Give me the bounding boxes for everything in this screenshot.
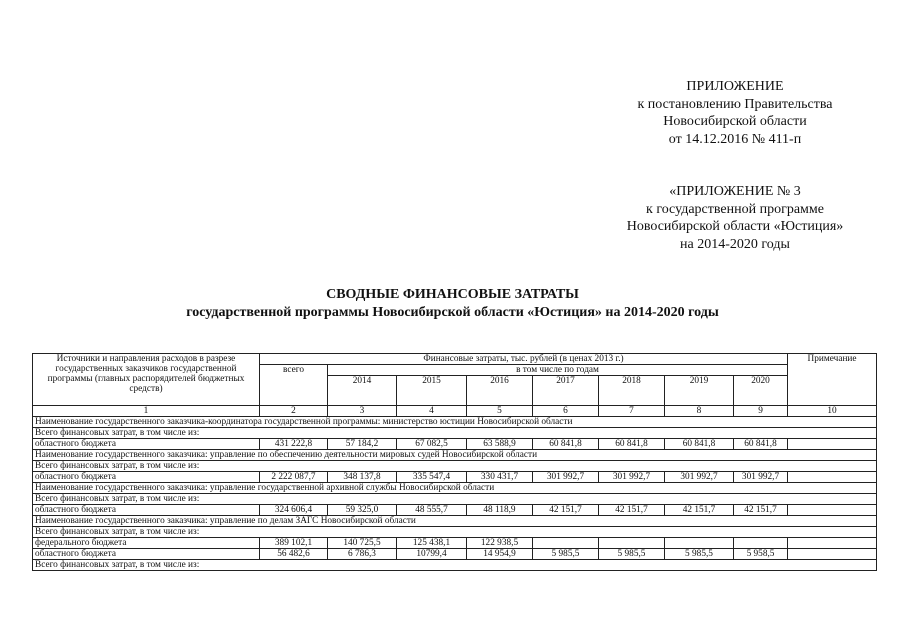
customer-name-row: Наименование государственного заказчика-координатора государственной программы: министерство юстиции Новосибирской области bbox=[33, 417, 877, 428]
amount-cell: 67 082,5 bbox=[397, 439, 467, 450]
header-year: 2015 bbox=[397, 376, 467, 406]
budget-source-label: областного бюджета bbox=[33, 472, 260, 483]
header-year: 2020 bbox=[734, 376, 788, 406]
note-cell bbox=[788, 505, 877, 516]
amount-cell: 60 841,8 bbox=[665, 439, 734, 450]
header-year: 2017 bbox=[533, 376, 599, 406]
amount-cell: 5 958,5 bbox=[734, 549, 788, 560]
amount-cell: 335 547,4 bbox=[397, 472, 467, 483]
column-number: 5 bbox=[467, 406, 533, 417]
header-total: всего bbox=[260, 365, 328, 406]
amount-cell: 431 222,8 bbox=[260, 439, 328, 450]
amount-cell: 10799,4 bbox=[397, 549, 467, 560]
table-row bbox=[33, 461, 877, 472]
table-row bbox=[33, 483, 877, 494]
total-label-row: Всего финансовых затрат, в том числе из: bbox=[33, 560, 877, 571]
document-subtitle: государственной программы Новосибирской области «Юстиция» на 2014-2020 годы bbox=[186, 305, 719, 320]
column-number: 6 bbox=[533, 406, 599, 417]
note-cell bbox=[788, 439, 877, 450]
amount-cell: 140 725,5 bbox=[328, 538, 397, 549]
table-row bbox=[33, 505, 877, 516]
column-number: 4 bbox=[397, 406, 467, 417]
amount-cell: 42 151,7 bbox=[599, 505, 665, 516]
budget-source-label: областного бюджета bbox=[33, 505, 260, 516]
header-note: Примечание bbox=[788, 354, 877, 406]
amount-cell: 60 841,8 bbox=[734, 439, 788, 450]
column-number: 3 bbox=[328, 406, 397, 417]
amount-cell: 5 985,5 bbox=[533, 549, 599, 560]
column-number: 7 bbox=[599, 406, 665, 417]
amount-cell: 48 118,9 bbox=[467, 505, 533, 516]
budget-source-label: областного бюджета bbox=[33, 549, 260, 560]
amount-cell: 5 985,5 bbox=[599, 549, 665, 560]
table-row bbox=[33, 538, 877, 549]
header-year: 2019 bbox=[665, 376, 734, 406]
appendix-line: «ПРИЛОЖЕНИЕ № 3 bbox=[669, 184, 801, 199]
amount-cell: 301 992,7 bbox=[533, 472, 599, 483]
appendix-stamp bbox=[560, 183, 905, 253]
document-title: СВОДНЫЕ ФИНАНСОВЫЕ ЗАТРАТЫ bbox=[326, 287, 579, 302]
amount-cell bbox=[533, 538, 599, 549]
approval-line: к постановлению Правительства bbox=[637, 96, 833, 112]
table-row bbox=[33, 428, 877, 439]
amount-cell bbox=[599, 538, 665, 549]
amount-cell: 301 992,7 bbox=[734, 472, 788, 483]
amount-cell: 6 786,3 bbox=[328, 549, 397, 560]
amount-cell: 60 841,8 bbox=[599, 439, 665, 450]
amount-cell: 125 438,1 bbox=[397, 538, 467, 549]
header-year: 2018 bbox=[599, 376, 665, 406]
header-year: 2014 bbox=[328, 376, 397, 406]
customer-name-row: Наименование государственного заказчика: управление по делам ЗАГС Новосибирской области bbox=[33, 516, 877, 527]
amount-cell: 389 102,1 bbox=[260, 538, 328, 549]
total-label-row: Всего финансовых затрат, в том числе из: bbox=[33, 461, 877, 472]
column-number: 9 bbox=[734, 406, 788, 417]
amount-cell: 324 606,4 bbox=[260, 505, 328, 516]
amount-cell: 63 588,9 bbox=[467, 439, 533, 450]
total-label-row: Всего финансовых затрат, в том числе из: bbox=[33, 494, 877, 505]
column-number: 10 bbox=[788, 406, 877, 417]
amount-cell: 60 841,8 bbox=[533, 439, 599, 450]
note-cell bbox=[788, 538, 877, 549]
amount-cell: 122 938,5 bbox=[467, 538, 533, 549]
header-source: Источники и направления расходов в разрезе государственных заказчиков государственной программы (главных распорядителей бюджетных средств) bbox=[33, 354, 260, 406]
budget-source-label: областного бюджета bbox=[33, 439, 260, 450]
amount-cell: 330 431,7 bbox=[467, 472, 533, 483]
amount-cell bbox=[665, 538, 734, 549]
header-by-years: в том числе по годам bbox=[328, 365, 788, 376]
amount-cell: 348 137,8 bbox=[328, 472, 397, 483]
column-number: 8 bbox=[665, 406, 734, 417]
table-row bbox=[33, 450, 877, 461]
table-row bbox=[33, 527, 877, 538]
header-year: 2016 bbox=[467, 376, 533, 406]
amount-cell: 2 222 087,7 bbox=[260, 472, 328, 483]
column-number: 2 bbox=[260, 406, 328, 417]
amount-cell: 59 325,0 bbox=[328, 505, 397, 516]
total-label-row: Всего финансовых затрат, в том числе из: bbox=[33, 428, 877, 439]
approval-line: от 14.12.2016 № 411-п bbox=[668, 131, 802, 147]
table-row bbox=[33, 417, 877, 428]
total-label-row: Всего финансовых затрат, в том числе из: bbox=[33, 527, 877, 538]
budget-source-label: федерального бюджета bbox=[33, 538, 260, 549]
amount-cell: 56 482,6 bbox=[260, 549, 328, 560]
header-financial: Финансовые затраты, тыс. рублей (в ценах 2013 г.) bbox=[260, 354, 788, 365]
approval-line: Новосибирской области bbox=[663, 114, 807, 129]
financial-table bbox=[32, 353, 877, 571]
table-row bbox=[33, 439, 877, 450]
appendix-line: к государственной программе bbox=[646, 201, 824, 217]
column-number: 1 bbox=[33, 406, 260, 417]
amount-cell: 301 992,7 bbox=[665, 472, 734, 483]
table-row bbox=[33, 472, 877, 483]
amount-cell: 14 954,9 bbox=[467, 549, 533, 560]
amount-cell: 301 992,7 bbox=[599, 472, 665, 483]
note-cell bbox=[788, 472, 877, 483]
amount-cell: 5 985,5 bbox=[665, 549, 734, 560]
customer-name-row: Наименование государственного заказчика: управление государственной архивной службы Новосибирской области bbox=[33, 483, 877, 494]
amount-cell bbox=[734, 538, 788, 549]
note-cell bbox=[788, 549, 877, 560]
table-row bbox=[33, 494, 877, 505]
approval-line: ПРИЛОЖЕНИЕ bbox=[686, 79, 784, 94]
amount-cell: 57 184,2 bbox=[328, 439, 397, 450]
appendix-line: на 2014-2020 годы bbox=[680, 236, 790, 252]
amount-cell: 48 555,7 bbox=[397, 505, 467, 516]
amount-cell: 42 151,7 bbox=[533, 505, 599, 516]
customer-name-row: Наименование государственного заказчика: управление по обеспечению деятельности мировых судей Новосибирской области bbox=[33, 450, 877, 461]
approval-stamp bbox=[560, 78, 905, 148]
table-row bbox=[33, 560, 877, 571]
appendix-line: Новосибирской области «Юстиция» bbox=[626, 219, 844, 234]
table-row bbox=[33, 516, 877, 527]
table-row bbox=[33, 549, 877, 560]
amount-cell: 42 151,7 bbox=[734, 505, 788, 516]
amount-cell: 42 151,7 bbox=[665, 505, 734, 516]
